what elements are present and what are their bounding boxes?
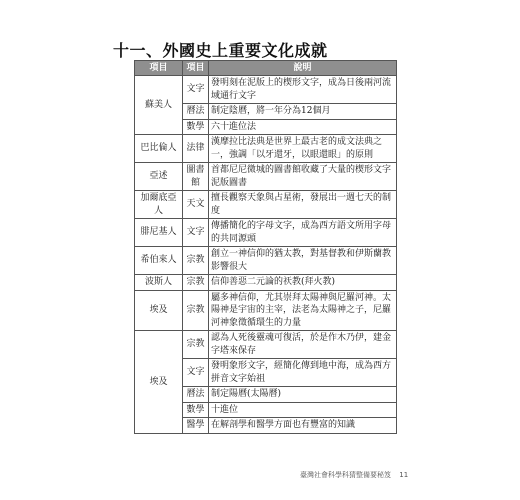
row-sub-item-cell: 宗教 [183, 331, 209, 359]
row-item-cell: 波斯人 [135, 275, 183, 291]
table-row [135, 331, 397, 359]
row-sub-item-cell: 文字 [183, 76, 209, 104]
row-item-cell: 蘇美人 [135, 76, 183, 135]
row-description-cell: 傳播簡化的字母文字，成為西方語文所用字母的共同源頭 [209, 219, 397, 247]
table-row [135, 76, 397, 104]
row-item-cell: 巴比倫人 [135, 135, 183, 163]
row-description-cell: 創立一神信仰的猶太教，對基督教和伊斯蘭教影響很大 [209, 247, 397, 275]
row-description-cell: 制定陽曆(太陽曆) [209, 387, 397, 403]
row-item-cell: 加爾底亞人 [135, 191, 183, 219]
table-row [135, 219, 397, 247]
row-item-cell: 埃及 [135, 290, 183, 331]
page-number: 11 [399, 471, 409, 479]
culture-table [134, 60, 397, 434]
table-row [135, 247, 397, 275]
row-sub-item-cell: 圖書館 [183, 163, 209, 191]
row-sub-item-cell: 醫學 [183, 418, 209, 434]
row-description-cell: 在解剖學和醫學方面也有豐富的知識 [209, 418, 397, 434]
row-description-cell: 擅長觀察天象與占星術，發展出一週七天的制度 [209, 191, 397, 219]
row-description-cell: 發明象形文字，經簡化傳到地中海，成為西方拼音文字始祖 [209, 359, 397, 387]
row-sub-item-cell: 宗教 [183, 247, 209, 275]
header-description: 說明 [209, 61, 397, 76]
table-row [135, 275, 397, 291]
table-header-row [135, 61, 397, 76]
row-sub-item-cell: 宗教 [183, 290, 209, 331]
table-body [135, 76, 397, 434]
row-description-cell: 制定陰曆，將一年分為12個月 [209, 104, 397, 120]
row-sub-item-cell: 天文 [183, 191, 209, 219]
footer-book-title: 臺灣社會科學科猜整備要秘笈 [300, 471, 391, 479]
row-description-cell: 十進位 [209, 402, 397, 418]
header-sub-item: 項目 [183, 61, 209, 76]
table-row [135, 163, 397, 191]
page-footer [300, 470, 408, 480]
header-item: 項目 [135, 61, 183, 76]
row-description-cell: 信仰善惡二元論的祆教(拜火教) [209, 275, 397, 291]
table-row [135, 191, 397, 219]
row-description-cell: 發明刻在泥版上的楔形文字，成為日後兩河流域通行文字 [209, 76, 397, 104]
page-title: 十一、外國史上重要文化成就 [113, 41, 328, 60]
row-sub-item-cell: 法律 [183, 135, 209, 163]
row-sub-item-cell: 曆法 [183, 387, 209, 403]
row-description-cell: 屬多神信仰，尤其崇拜太陽神與尼羅河神。太陽神是宇宙的主宰，法老為太陽神之子，尼羅河神象徵循環生的力量 [209, 290, 397, 331]
row-description-cell: 六十進位法 [209, 119, 397, 135]
row-sub-item-cell: 數學 [183, 119, 209, 135]
row-item-cell: 希伯來人 [135, 247, 183, 275]
row-description-cell: 認為人死後靈魂可復活，於是作木乃伊，建金字塔來保存 [209, 331, 397, 359]
row-description-cell: 首都尼尼微城的圖書館收藏了大量的楔形文字泥版圖書 [209, 163, 397, 191]
row-description-cell: 漢摩拉比法典是世界上最古老的成文法典之一，強調「以牙還牙，以眼還眼」的原則 [209, 135, 397, 163]
row-sub-item-cell: 文字 [183, 219, 209, 247]
row-sub-item-cell: 曆法 [183, 104, 209, 120]
row-item-cell: 腓尼基人 [135, 219, 183, 247]
row-sub-item-cell: 文字 [183, 359, 209, 387]
row-item-cell: 亞述 [135, 163, 183, 191]
table-row [135, 135, 397, 163]
row-item-cell: 埃及 [135, 331, 183, 434]
row-sub-item-cell: 數學 [183, 402, 209, 418]
row-sub-item-cell: 宗教 [183, 275, 209, 291]
table-row [135, 290, 397, 331]
